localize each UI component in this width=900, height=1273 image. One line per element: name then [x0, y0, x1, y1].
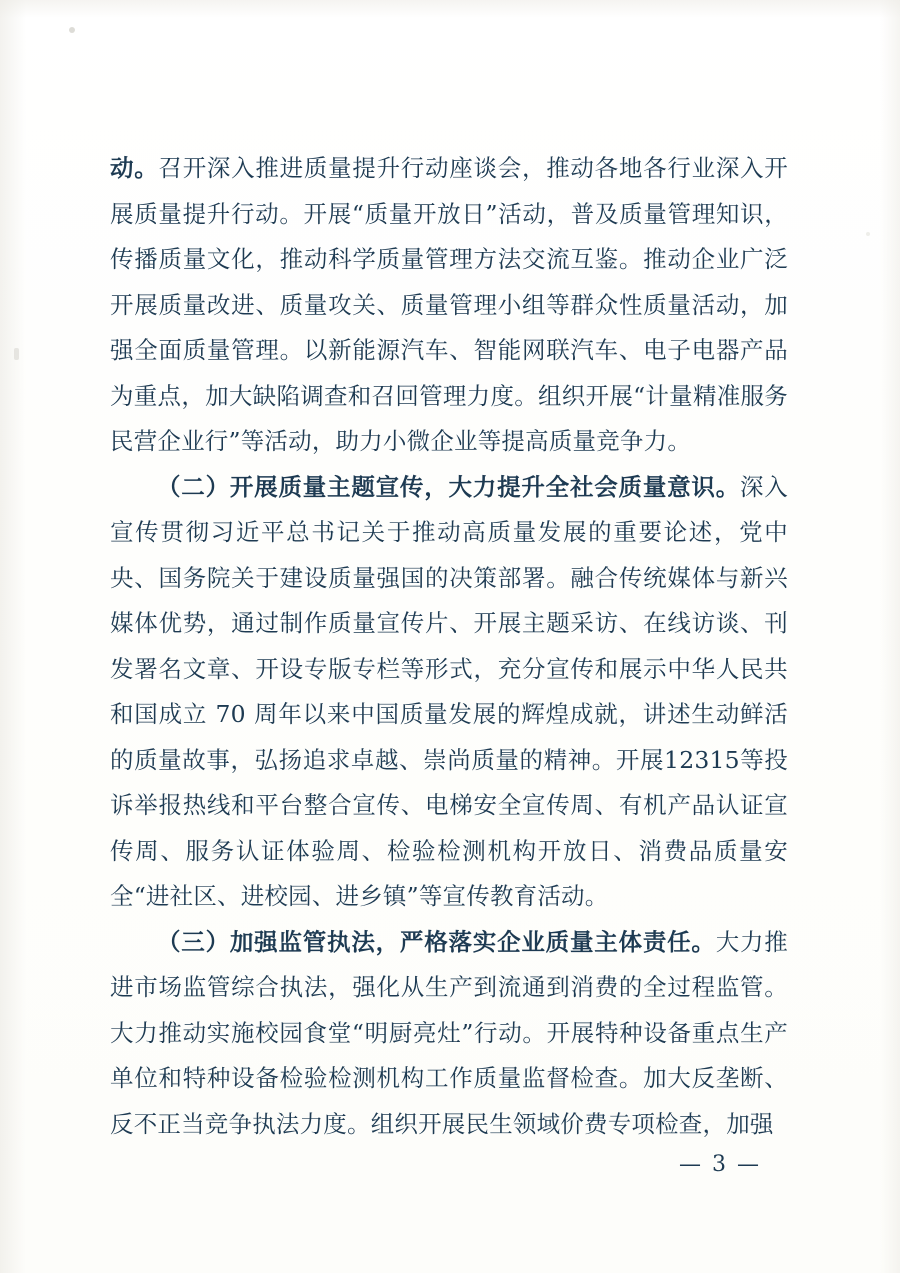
document-body — [110, 146, 788, 1147]
paragraph-lead: （二）开展质量主题宣传，大力提升全社会质量意识。 — [157, 472, 740, 501]
paragraph-section-three — [110, 920, 788, 1148]
scan-edge-top — [0, 0, 900, 18]
paragraph-text: 大力推进市场监管综合执法，强化从生产到流通到消费的全过程监管。大力推动实施校园食堂“明厨亮灶”行动。开展特种设备重点生产单位和特种设备检验检测机构工作质量监督检查。加大反垄断、反不正当竞争执法力度。组织开展民生领域价费专项检查，加强 — [110, 927, 788, 1138]
paragraph-text: 召开深入推进质量提升行动座谈会，推动各地各行业深入开展质量提升行动。开展“质量开放日”活动，普及质量管理知识，传播质量文化，推动科学质量管理方法交流互鉴。推动企业广泛开展质量改进、质量攻关、质量管理小组等群众性质量活动，加强全面质量管理。以新能源汽车、智能网联汽车、电子电器产品为重点，加大缺陷调查和召回管理力度。组织开展“计量精准服务民营企业行”等活动，助力小微企业等提高质量竞争力。 — [110, 154, 788, 455]
paragraph-lead: （三）加强监管执法，严格落实企业质量主体责任。 — [157, 927, 716, 956]
page-number-label: — 3 — — [679, 1152, 761, 1177]
paragraph-text: 深入宣传贯彻习近平总书记关于推动高质量发展的重要论述，党中央、国务院关于建设质量强国的决策部署。融合传统媒体与新兴媒体优势，通过制作质量宣传片、开展主题采访、在线访谈、刊发署名文章、开设专版专栏等形式，充分宣传和展示中华人民共和国成立 70 周年以来中国质量发展的辉煌成就，讲述生动鲜活的质量故事，弘扬追求卓越、崇尚质量的精神。开展12315等投诉举报热线和平台整合宣传、电梯安全宣传周、有机产品认证宣传周、服务认证体验周、检验检测机构开放日、消费品质量安全“进社区、进校园、进乡镇”等宣传教育活动。 — [110, 472, 788, 910]
paragraph-continued — [110, 146, 788, 465]
paragraph-lead: 动。 — [110, 154, 159, 182]
scan-edge-right — [880, 0, 900, 1273]
paragraph-section-two — [110, 465, 788, 920]
scan-speck — [14, 348, 19, 360]
scan-speck — [69, 27, 75, 33]
scan-edge-left — [0, 0, 26, 1273]
page-number — [0, 1152, 900, 1177]
scan-speck — [866, 232, 870, 236]
